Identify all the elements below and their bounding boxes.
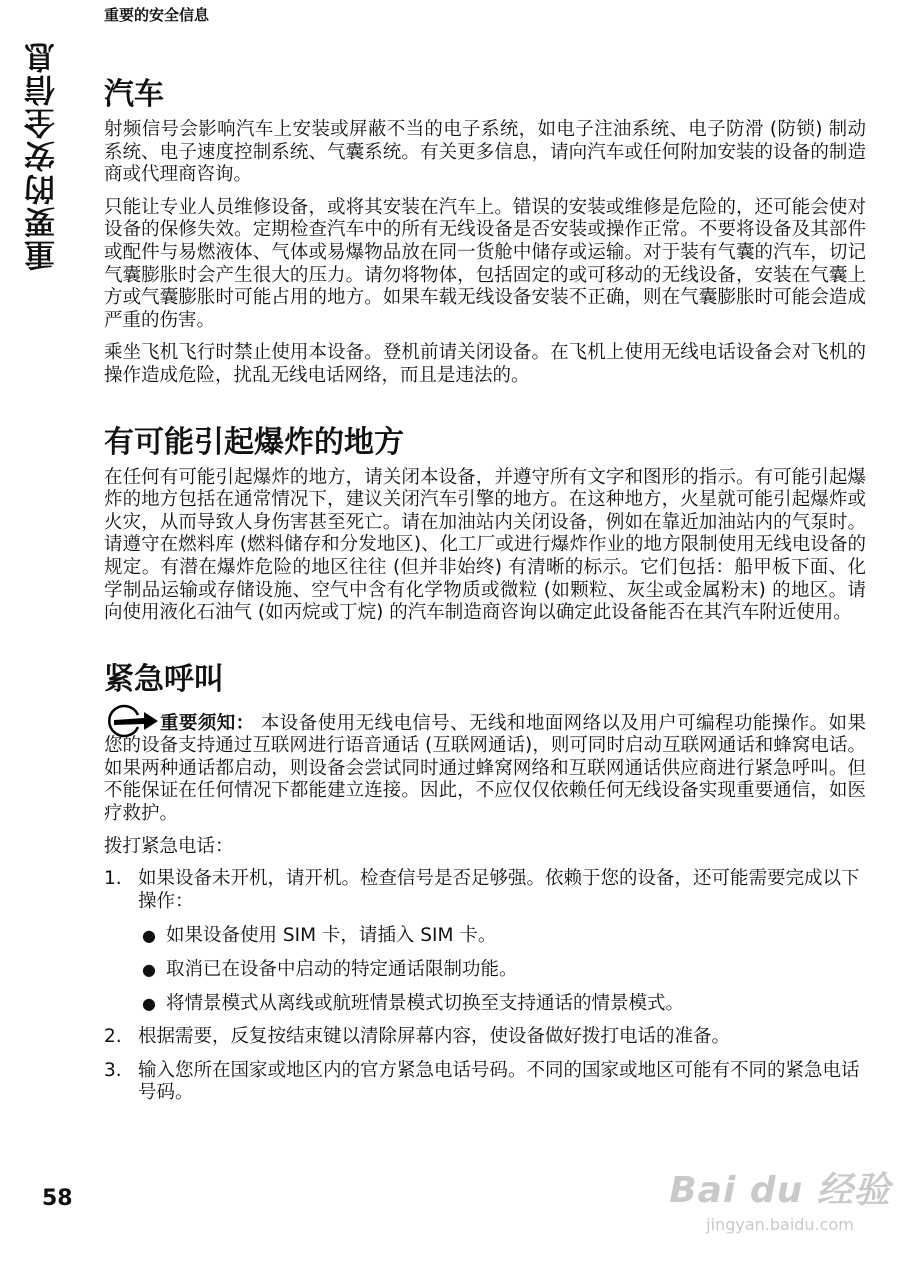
side-section-title: 重要的安全信息	[25, 40, 61, 271]
section-heading-car: 汽车	[104, 77, 164, 112]
step-text: 根据需要，反复按结束键以清除屏幕内容，使设备做好拨打电话的准备。	[138, 1026, 731, 1048]
section-emergency	[104, 661, 866, 1105]
list-item	[104, 868, 866, 1015]
bullet-text: 将情景模式从离线或航班情景模式切换至支持通话的情景模式。	[166, 992, 685, 1014]
watermark-url: jingyan.baidu.com	[706, 1215, 854, 1234]
paragraph: 在任何有可能引起爆炸的地方，请关闭本设备，并遵守所有文字和图形的指示。有可能引起爆炸的地方包括在通常情况下，建议关闭汽车引擎的地方。在这种地方，火星就可能引起爆炸或火灾，从而导致人身伤害甚至死亡。请在加油站内关闭设备，例如在靠近加油站内的气泵时。请遵守在燃料库 (燃料储存和分发地区)、化工厂或进行爆炸作业的地方限制使用无线电设备的规定。有潜在爆炸危险的地区往往 (但并非始终) 有清晰的标示。它们包括：船甲板下面、化学制品运输或存储设施、空气中含有化学物质或微粒 (如颗粒、灰尘或金属粉末) 的地区。请向使用液化石油气 (如丙烷或丁烷) 的汽车制造商咨询以确定此设备能否在其汽车附近使用。	[104, 466, 866, 624]
list-item	[138, 959, 866, 982]
page-number: 58	[42, 1186, 73, 1211]
instructions-intro: 拨打紧急电话：	[104, 835, 234, 857]
page-content	[104, 76, 866, 1116]
notice-text: 本设备使用无线电信号、无线和地面网络以及用户可编程功能操作。如果您的设备支持通过互联网进行语音通话 (互联网通话)，则可同时启动互联网通话和蜂窝电话。如果两种通话都启动，则设备会尝试同时通过蜂窝网络和互联网通话供应商进行紧急呼叫。但不能保证在任何情况下都能建立连接。因此，不应仅仅依赖任何无线设备实现重要通信，如医疗救护。	[104, 712, 866, 825]
steps-list	[104, 868, 866, 1105]
list-item	[104, 1060, 866, 1105]
bullet-text: 如果设备使用 SIM 卡，请插入 SIM 卡。	[166, 925, 497, 947]
bullet-text: 取消已在设备中启动的特定通话限制功能。	[166, 959, 518, 981]
section-heading-explosive: 有可能引起爆炸的地方	[104, 424, 404, 460]
step-number: 2.	[104, 1026, 122, 1048]
bullet-icon: ●	[142, 960, 156, 980]
sub-steps-list	[138, 925, 866, 1015]
hand-pointer-icon	[104, 703, 160, 739]
section-explosive	[104, 424, 866, 625]
running-header: 重要的安全信息	[104, 6, 210, 24]
notice-label: 重要须知：	[160, 712, 255, 734]
step-text: 输入您所在国家或地区内的官方紧急电话号码。不同的国家或地区可能有不同的紧急电话号码。	[138, 1059, 860, 1104]
watermark	[660, 1140, 900, 1250]
step-number: 1.	[104, 868, 122, 890]
list-item	[138, 993, 866, 1016]
bullet-icon: ●	[142, 993, 156, 1013]
paragraph: 射频信号会影响汽车上安装或屏蔽不当的电子系统，如电子注油系统、电子防滑 (防锁) 制动系统、电子速度控制系统、气囊系统。有关更多信息，请向汽车或任何附加安装的设备的制造商或代理商咨询。	[104, 119, 866, 186]
important-notice	[104, 713, 866, 826]
step-number: 3.	[104, 1059, 122, 1081]
step-text: 如果设备未开机，请开机。检查信号是否足够强。依赖于您的设备，还可能需要完成以下操作：	[138, 868, 860, 912]
list-item	[104, 1026, 866, 1049]
paragraph: 只能让专业人员维修设备，或将其安装在汽车上。错误的安装或维修是危险的，还可能会使对设备的保修失效。定期检查汽车中的所有无线设备是否安装或操作正常。不要将设备及其部件或配件与易燃液体、气体或易爆物品放在同一货舱中储存或运输。对于装有气囊的汽车，切记气囊膨胀时会产生很大的压力。请勿将物体，包括固定的或可移动的无线设备，安装在气囊上方或气囊膨胀时可能占用的地方。如果车载无线设备安装不正确，则在气囊膨胀时可能会造成严重的伤害。	[104, 196, 866, 331]
section-heading-emergency: 紧急呼叫	[104, 661, 224, 697]
paragraph: 乘坐飞机飞行时禁止使用本设备。登机前请关闭设备。在飞机上使用无线电话设备会对飞机的操作造成危险，扰乱无线电话网络，而且是违法的。	[104, 342, 866, 386]
list-item	[138, 925, 866, 948]
bullet-icon: ●	[142, 926, 156, 946]
section-car	[104, 76, 866, 388]
watermark-logo: Bai du 经验	[669, 1170, 891, 1211]
